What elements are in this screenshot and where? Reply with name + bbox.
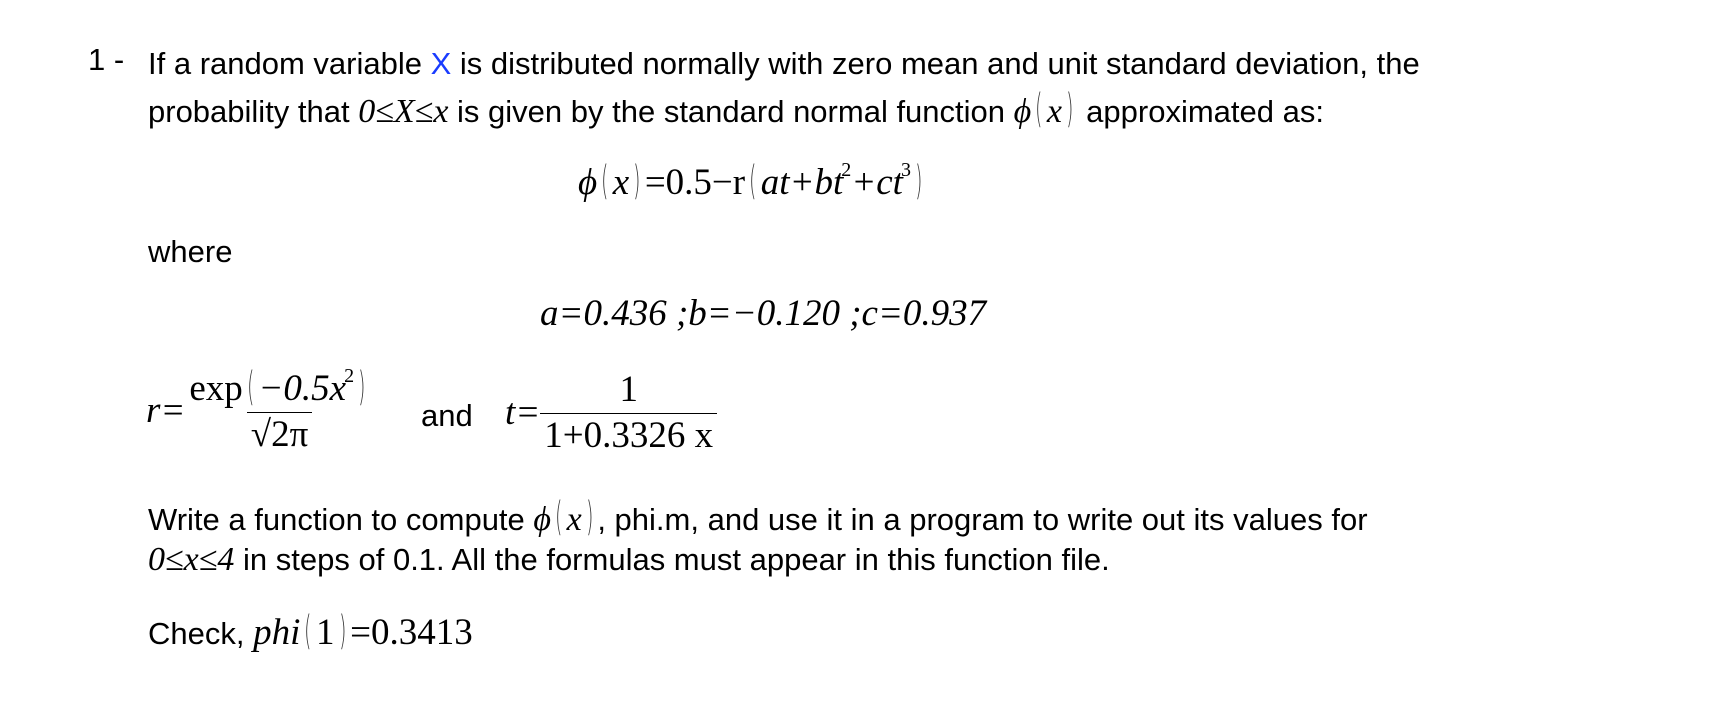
r-definition	[146, 364, 374, 456]
intro-text-before: If a random variable	[148, 46, 431, 81]
task-text-start: Write a function to compute	[148, 502, 534, 537]
r-denominator	[247, 412, 313, 456]
task-line	[148, 494, 1368, 540]
probability-line	[148, 86, 1324, 132]
phi-symbol: ϕ	[1013, 93, 1032, 130]
exponent-2: 2	[344, 365, 355, 387]
r-numerator-inner: −0.5x	[258, 368, 347, 409]
paren-close: )	[586, 494, 594, 540]
range-text: in steps of 0.1. All the formulas must appear in this function file.	[234, 542, 1110, 577]
main-eq-rhs: =0.5−r	[644, 162, 746, 203]
paren-open: (	[601, 158, 609, 204]
and-label: and	[421, 398, 473, 433]
check-function: phi	[253, 612, 301, 653]
task-text-end: , phi.m, and use it in a program to write out its values for	[597, 502, 1368, 537]
r-fraction	[185, 364, 373, 456]
check-line	[148, 608, 473, 654]
sqrt-symbol: √	[250, 414, 272, 455]
check-value: =0.3413	[350, 612, 473, 653]
check-label: Check,	[148, 616, 254, 651]
range-expression: 0≤x≤4	[148, 541, 235, 578]
paren-close: )	[358, 364, 366, 410]
t-denominator: 1+0.3326 x	[540, 413, 717, 457]
intro-text-after: is distributed normally with zero mean and unit standard deviation, the	[451, 46, 1420, 81]
problem-number: 1 -	[88, 42, 125, 77]
probability-condition: 0≤X≤x	[358, 93, 449, 130]
probability-text-mid: is given by the standard normal function	[448, 94, 1014, 129]
probability-text-end: approximated as:	[1077, 94, 1324, 129]
t-numerator: 1	[619, 369, 638, 410]
x-symbol: x	[566, 501, 582, 538]
where-label: where	[148, 234, 233, 269]
exponent-3: 3	[900, 159, 911, 181]
r-numerator	[185, 364, 373, 412]
phi-symbol: ϕ	[578, 162, 598, 203]
paren-close: )	[338, 608, 346, 654]
paren-open: (	[1035, 86, 1043, 132]
paren-close: )	[633, 158, 641, 204]
check-argument: 1	[316, 612, 335, 653]
exp-function: exp	[189, 368, 243, 409]
paren-open: (	[749, 158, 757, 204]
random-variable-x: X	[430, 46, 452, 81]
r-lhs: r=	[146, 389, 186, 431]
paren-close: )	[915, 158, 923, 204]
t-definition	[505, 368, 717, 457]
paren-open: (	[555, 494, 563, 540]
main-eq-inner: at+bt	[760, 162, 844, 203]
r-denominator-radicand: 2π	[271, 414, 309, 455]
main-eq-plus: +ct	[851, 162, 903, 203]
range-line	[148, 541, 1110, 579]
paren-close: )	[1066, 86, 1074, 132]
x-symbol: x	[612, 162, 630, 203]
probability-text-start: probability that	[148, 94, 359, 129]
paren-open: (	[304, 608, 312, 654]
phi-symbol: ϕ	[533, 501, 552, 538]
t-lhs: t=	[505, 392, 541, 433]
constants-equation: a=0.436 ;b=−0.120 ;c=0.937	[540, 293, 987, 334]
t-fraction	[540, 368, 717, 457]
x-symbol: x	[1046, 93, 1062, 130]
intro-line	[148, 46, 1420, 82]
main-equation	[578, 158, 927, 204]
exponent-2: 2	[841, 159, 852, 181]
paren-open: (	[247, 364, 255, 410]
